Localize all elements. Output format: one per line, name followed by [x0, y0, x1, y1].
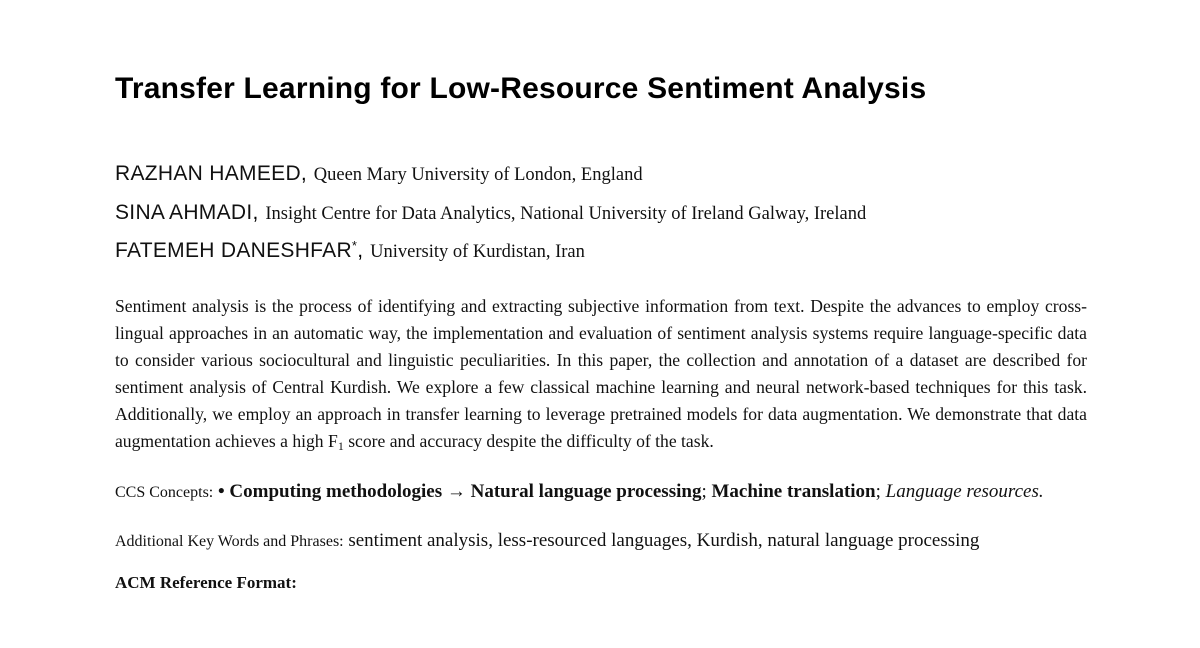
author-separator: , — [357, 239, 364, 262]
author-mark: * — [351, 238, 358, 253]
ccs-bold-group: • Computing methodologies → Natural language processing — [217, 480, 702, 502]
acm-reference-format-heading: ACM Reference Format: — [115, 572, 297, 592]
ccs-arrow: → — [446, 480, 466, 502]
author-line — [115, 153, 1087, 192]
author-affiliation: University of Kurdistan, Iran — [370, 242, 585, 262]
ccs-concepts — [115, 477, 1087, 508]
ccs-concept-italic: Language resources. — [885, 480, 1044, 502]
author-separator: , — [300, 162, 307, 185]
author-line — [115, 192, 1087, 231]
author-line — [115, 230, 1087, 269]
f1-term: $F_1$ — [328, 430, 344, 453]
abstract-paragraph — [115, 293, 1087, 460]
ccs-label: CCS Concepts: — [115, 483, 214, 501]
author-block — [115, 153, 1087, 269]
author-separator: , — [252, 200, 259, 224]
keywords-paragraph — [115, 526, 1087, 557]
author-affiliation: Insight Centre for Data Analytics, National University of Ireland Galway, Ireland — [265, 203, 867, 224]
ccs-concept-1: Computing methodologies — [229, 480, 443, 502]
author-name: RAZHAN HAMEED — [115, 162, 301, 185]
paper-title: Transfer Learning for Low-Resource Sentiment Analysis — [115, 72, 927, 105]
author-name: SINA AHMADI — [115, 200, 253, 224]
ccs-separator: ; — [701, 480, 707, 502]
keywords-label: Additional Key Words and Phrases: — [115, 532, 344, 550]
ccs-separator: ; — [875, 480, 881, 502]
ccs-concept-3: Machine translation — [711, 480, 876, 502]
author-affiliation: Queen Mary University of London, England — [313, 165, 643, 185]
author-name: FATEMEH DANESHFAR* — [115, 238, 358, 262]
abstract-text: Sentiment analysis is the process of identifying and extracting subjective information from text. Despite the advances to employ cross-lingual approaches in an automatic way, the implementation and evaluation of sentiment analysis systems require language-specific data to consider various sociocultural and linguistic peculiarities. In this paper, the collection and annotation of a dataset are described for sentiment analysis of Central Kurdish. We explore a few classical machine learning and neural network-based techniques for this task. Additionally, we employ an approach in transfer learning to leverage pretrained models for data augmentation. We demonstrate that data augmentation achieves a high — [115, 295, 1087, 451]
ccs-concept-2: Natural language processing — [470, 480, 702, 502]
abstract-text: score and accuracy despite the difficulty of the task. — [343, 430, 714, 451]
keywords-content: sentiment analysis, less-resourced languages, Kurdish, natural language processing — [348, 529, 980, 551]
